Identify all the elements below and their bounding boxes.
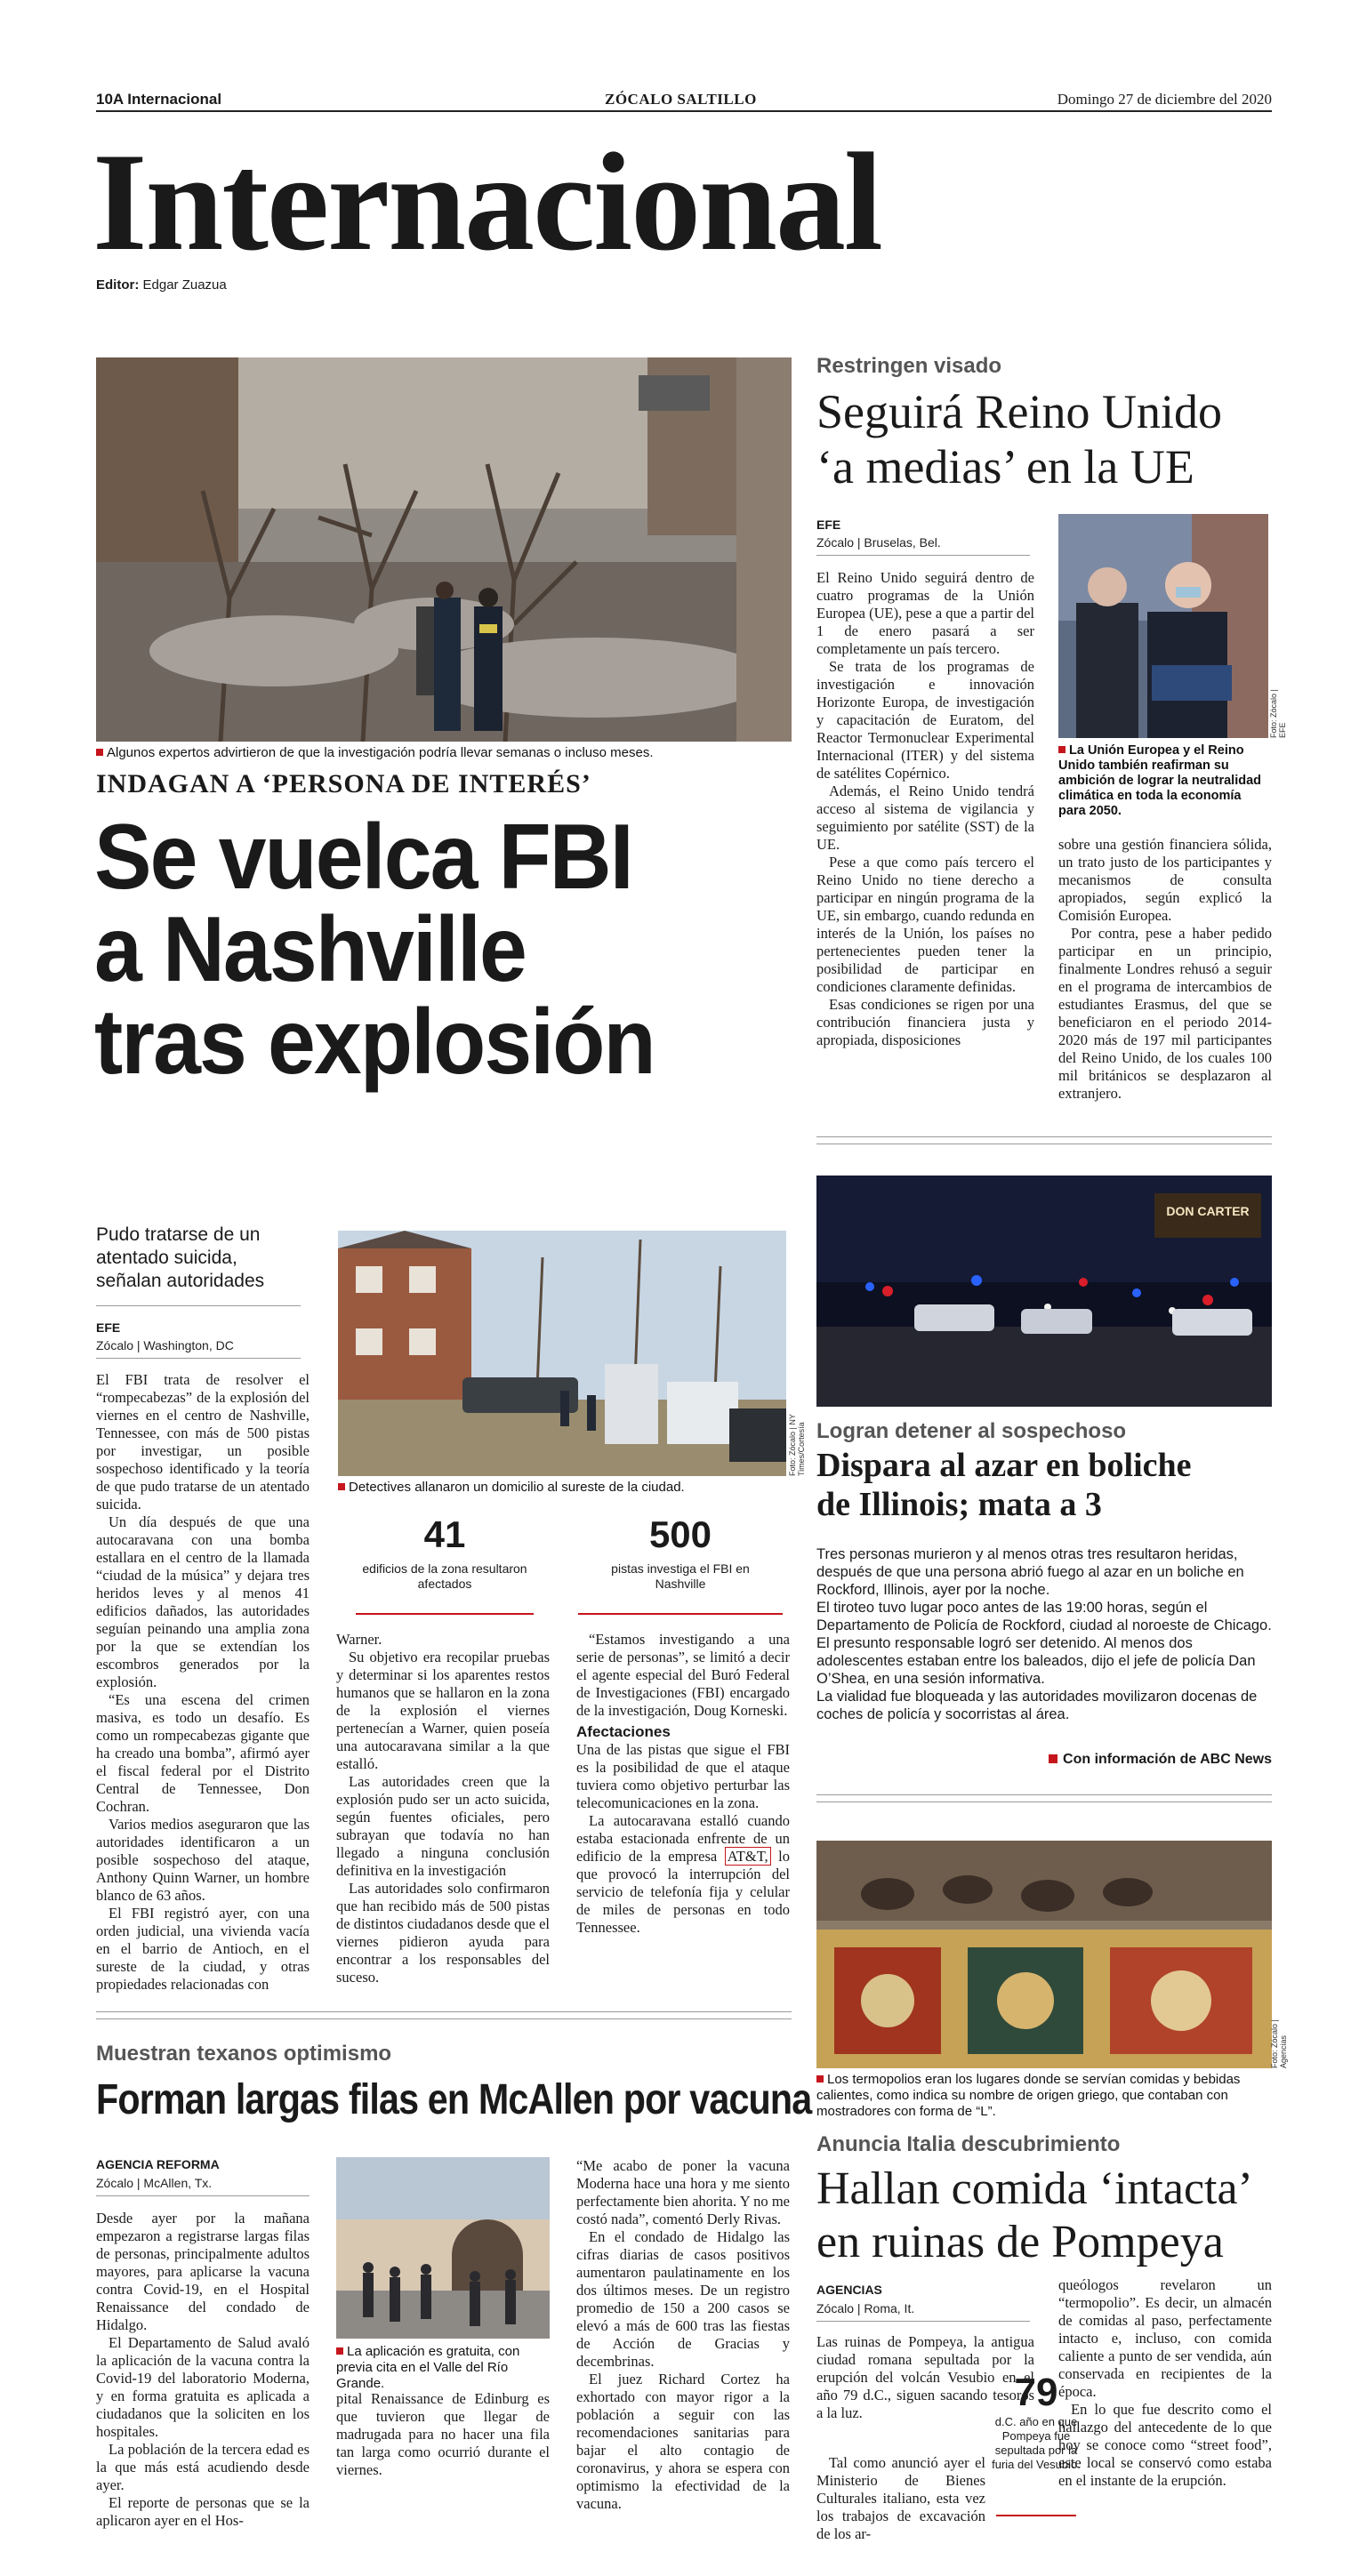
paragraph: [576, 1812, 790, 1937]
fbi-headline-line-3: tras explosión: [94, 991, 655, 1094]
mcallen-byline-place: Zócalo | McAllen, Tx.: [96, 2176, 213, 2190]
paragraph: sobre una gestión financiera sólida, un trato justo de los participantes y mecanismos de consulta apropiados, según explicó la Comisión Europea.: [1058, 836, 1272, 924]
mcallen-byline-rule: [96, 2195, 310, 2196]
pompeii-photo-caption: [816, 2072, 1272, 2120]
caption-text: La Unión Europea y el Reino Unido también reafirman su ambición de lograr la neutralidad climática en toda la economía para 2050.: [1058, 743, 1262, 818]
uk-byline-agency: EFE: [816, 518, 841, 532]
uk-headline: [816, 384, 1279, 494]
fbi-deck-rule: [96, 1305, 301, 1306]
paragraph: Tal como anunció ayer el Ministerio de Bienes Culturales italiano, esta vez los trabajos de excavación de los ar-: [816, 2454, 985, 2542]
fbi-headline: [94, 806, 748, 1094]
paragraph: El Reino Unido seguirá dentro de cuatro programas de la Unión Europea (UE), pese a que a partir del 1 de enero pasará a ser completamente un país tercero.: [816, 569, 1034, 657]
illinois-headline: [816, 1446, 1279, 1524]
source-marker: [1049, 1754, 1057, 1763]
uk-kicker: Restringen visado: [816, 354, 1002, 378]
mcallen-byline-agency: AGENCIA REFORMA: [96, 2157, 220, 2171]
paragraph: Una de las pistas que sigue el FBI es la posibilidad de que el ataque tuviera como objetivo perturbar las telecomunicaciones en la zona.: [576, 1741, 790, 1811]
section-divider: [816, 1136, 1272, 1137]
paragraph: Además, el Reino Unido tendrá acceso al sistema de vigilancia y seguimiento por satélite (SST) de la UE.: [816, 782, 1034, 853]
illinois-body: [816, 1545, 1272, 1723]
fbi-column-1: [96, 1371, 310, 1994]
paragraph: Pese a que como país tercero el Reino Unido no tiene derecho a participar en ningún programa de la UE, sin embargo, cuando redunda en interés de la Unión, los países no pertenecientes pueden tener la posibilidad de participar en condiciones claramente definidas.: [816, 854, 1034, 995]
pompeya-kicker: Anuncia Italia descubrimiento: [816, 2132, 1121, 2156]
caption-text: Algunos expertos advirtieron de que la investigación podría llevar semanas o incluso meses.: [107, 745, 654, 760]
uk-headline-line-2: ‘a medias’ en la UE: [816, 440, 1194, 494]
paragraph-text: lo que provocó la interrupción del servicio de telefonía fija y celular de miles de personas en todo Tennessee.: [576, 1848, 790, 1936]
stat-buildings-rule: [356, 1613, 534, 1615]
illinois-source: [978, 1752, 1272, 1768]
paragraph: Warner.: [336, 1631, 382, 1648]
caption-marker: [96, 749, 103, 756]
mcallen-kicker: Muestran texanos optimismo: [96, 2042, 392, 2066]
paragraph: queólogos revelaron un “termopolio”. Es decir, un almacén de comidas al paso, perfectamente intacto e, incluso, con comida caliente a punto de ser vendida, aún conservada en recipientes de la época.: [1058, 2276, 1272, 2400]
eu-uk-negotiators-photo: [1058, 514, 1268, 738]
paragraph: Las autoridades creen que la explosión pudo ser un acto suicida, según fuentes oficiales, pero subrayan que todavía no han llegado a ninguna conclusión definitiva en la investigación: [336, 1773, 550, 1879]
fbi-headline-line-2: a Nashville: [94, 898, 526, 1001]
stat-leads-number: 500: [648, 1513, 712, 1555]
caption-marker: [338, 1483, 345, 1490]
don-carter-sign-text: DON CARTER: [1166, 1204, 1250, 1218]
section-divider: [816, 1794, 1272, 1795]
stat-buildings-text: edificios de la zona resultaron afectados: [362, 1561, 527, 1591]
paragraph: Esas condiciones se rigen por una contribución financiera justa y apropiada, disposiciones: [816, 996, 1034, 1048]
detectives-house-photo: [338, 1231, 786, 1476]
paper-name: ZÓCALO SALTILLO: [605, 91, 757, 108]
paragraph: pital Renaissance de Edinburg es que tuvieron que llegar de madrugada para no hacer una fila tan larga como ocurrió durante el viernes.: [336, 2390, 550, 2478]
paragraph: Por contra, pese a haber pedido participar en un principio, finalmente Londres rehusó a seguir en el programa de intercambios de estudiantes Erasmus, del que se beneficiaron en el periodo 2014-2020 más de 197 mil participantes del Reino Unido, de los cuales 100 mil británicos se desplazaron al extranjero.: [1058, 925, 1272, 1102]
paragraph: El reporte de personas que se la aplicaron ayer en el Hos-: [96, 2494, 310, 2529]
pompeii-photo-credit: Foto: Zócalo | Agencias: [1270, 2019, 1288, 2068]
pompeya-byline-rule: [816, 2321, 1030, 2322]
illinois-kicker: Logran detener al sospechoso: [816, 1419, 1127, 1443]
paragraph: La vialidad fue bloqueada y las autoridades movilizaron docenas de coches de policía y socorristas al área.: [816, 1689, 1258, 1722]
header-rule: [96, 110, 1272, 112]
source-text: Con información de ABC News: [1063, 1752, 1272, 1767]
fbi-column-3: [576, 1631, 790, 1995]
paragraph: El tiroteo tuvo lugar poco antes de las 19:00 horas, según el Departamento de Policía de Rockford, ciudad al noroeste de Chicago. El presunto responsable logró ser detenido. Al menos dos adolescentes estaban entre los baleados, dijo el jefe de policía Dan O’Shea, en una sesión informativa.: [816, 1600, 1272, 1687]
fbi-deck: Pudo tratarse de un atentado suicida, señalan autoridades: [96, 1224, 265, 1291]
paragraph: El FBI registró ayer, con una orden judicial, una vivienda vacía en el barrio de Antioch, en el sureste de la ciudad, y otras propiedades relacionadas con: [96, 1905, 310, 1993]
nashville-photo-caption: [96, 745, 792, 761]
uk-photo-credit: Foto: Zócalo | EFE: [1269, 689, 1287, 738]
vaccine-photo-caption: [336, 2344, 553, 2392]
section-divider: [96, 2011, 792, 2012]
paragraph: Varios medios aseguraron que las autoridades identificaron a un posible sospechoso del ataque, Anthony Quinn Warner, un hombre blanco de 63 años.: [96, 1816, 310, 1904]
mcallen-column-1: [96, 2210, 310, 2565]
paragraph: “Estamos investigando a una serie de personas”, se limitó a decir el agente especial del Buró Federal de Investigaciones (FBI) encargado de la investigación, Doug Korneski.: [576, 1631, 790, 1719]
uk-byline-rule: [816, 555, 1030, 556]
att-link[interactable]: AT&T,: [725, 1847, 771, 1866]
issue-date: Domingo 27 de diciembre del 2020: [1057, 91, 1272, 108]
pompeya-column-1b: [816, 2454, 985, 2570]
stat-buildings-number: 41: [423, 1513, 466, 1555]
paragraph: “Me acabo de poner la vacuna Moderna hace una hora y me siento perfectamente bien ahorita. Y no me costó nada”, comentó Derly Rivas.: [576, 2157, 790, 2227]
subhead-afectaciones: Afectaciones: [576, 1723, 671, 1740]
illinois-headline-line-1: Dispara al azar en boliche: [816, 1447, 1192, 1484]
pompeya-headline-line-2: en ruinas de Pompeya: [816, 2217, 1224, 2267]
illinois-headline-line-2: de Illinois; mata a 3: [816, 1486, 1102, 1523]
fbi-kicker: INDAGAN A ‘PERSONA DE INTERÉS’: [96, 769, 591, 798]
detectives-photo-credit: Foto: Zócalo | NY Times/Cortesía: [788, 1414, 806, 1476]
caption-marker: [816, 2075, 824, 2082]
paragraph: El juez Richard Cortez ha exhortado con mayor rigor a la población a seguir con las recomendaciones sanitarias para bajar el alto contagio de coronavirus, y ahora se espera con optimismo la efectividad de la vacuna.: [576, 2371, 790, 2512]
caption-marker: [1058, 746, 1065, 753]
section-divider: [96, 2018, 792, 2019]
paragraph: En lo que fue descrito como el hallazgo del antecedente de lo que hoy se conoce como “street food”, este local se conservó como estaba en el instante de la erupción.: [1058, 2401, 1272, 2489]
paragraph: Las ruinas de Pompeya, la antigua ciudad romana sepultada por la erupción del volcán Vesubio en el año 79 d.C., siguen sacando tesoros a la luz.: [816, 2333, 1034, 2421]
detectives-photo-caption: [338, 1480, 792, 1496]
uk-column-1: [816, 569, 1034, 1120]
mcallen-column-2: [336, 2390, 550, 2568]
paragraph: Se trata de los programas de investigación e innovación Horizonte Europa, de investigación y capacitación de Euratom, del Reactor Termonuclear Experimental Internacional (ITER) y del sistema de satélites Copérnico.: [816, 658, 1034, 782]
caption-text: Detectives allanaron un domicilio al sureste de la ciudad.: [349, 1480, 685, 1495]
caption-text: La aplicación es gratuita, con previa cita en el Valle del Río Grande.: [336, 2344, 520, 2391]
pompeya-stat-number: 79: [1014, 2371, 1058, 2414]
fbi-byline-rule: [96, 1358, 301, 1359]
stat-leads-text: pistas investiga el FBI en Nashville: [611, 1561, 750, 1591]
paragraph: Un día después de que una autocaravana con una bomba estallara en el centro de la llamada “ciudad de la música” y dejara tres heridos leves y al menos 41 edificios dañados, las autoridades seguían peinando una amplia zona por la que se extendían los escombros generados por la explosión.: [96, 1513, 310, 1690]
fbi-byline-agency: EFE: [96, 1320, 121, 1335]
fbi-headline-line-1: Se vuelca FBI: [94, 806, 632, 909]
bowling-alley-police-photo: [816, 1176, 1272, 1407]
uk-photo-caption: [1058, 743, 1272, 819]
paragraph: La población de la tercera edad es la que más está acudiendo desde ayer.: [96, 2441, 310, 2493]
paragraph: Las autoridades solo confirmaron que han recibido más de 500 pistas de distintos ciudadanos desde que el viernes pidieron ayuda para encontrar a los responsables del suceso.: [336, 1880, 550, 1986]
uk-byline-place: Zócalo | Bruselas, Bel.: [816, 535, 941, 550]
paragraph-text: La autocaravana estalló cuando estaba estacionada enfrente de un edificio de la empresa: [576, 1812, 790, 1865]
pompeya-headline: [816, 2163, 1279, 2269]
pompeii-thermopolium-photo: [816, 1841, 1272, 2068]
masthead: Internacional: [92, 124, 881, 280]
fbi-column-2: [336, 1631, 550, 1995]
pompeya-byline-place: Zócalo | Roma, It.: [816, 2301, 915, 2315]
paragraph: Su objetivo era recopilar pruebas y determinar si los aparentes restos humanos que se hallaron en la zona de la explosión el viernes pertenecían a Warner, quien poseía una autocaravana similar a la que estalló.: [336, 1649, 550, 1772]
uk-column-2: [1058, 836, 1272, 1120]
paragraph: En el condado de Hidalgo las cifras diarias de casos positivos aumentaron paulatinamente en los dos últimos meses. De un registro promedio de 150 a 200 casos se elevó a más de 600 tras las fiestas de Acción de Gracias y decembrinas.: [576, 2228, 790, 2370]
paragraph: El Departamento de Salud avaló la aplicación de la vacuna contra la Covid-19 del laboratorio Moderna, y en forma gratuita es aplicada a ciudadanos que la soliciten en los hospitales.: [96, 2334, 310, 2440]
paragraph: Desde ayer por la mañana empezaron a registrarse largas filas de personas, principalmente adultos mayores, para aplicarse la vacuna contra Covid-19, en el Hospital Renaissance del condado de Hidalgo.: [96, 2210, 310, 2333]
uk-headline-line-1: Seguirá Reino Unido: [816, 385, 1222, 438]
editor-label: Editor:: [96, 277, 140, 293]
pompeya-byline-agency: AGENCIAS: [816, 2283, 882, 2297]
fbi-byline-place: Zócalo | Washington, DC: [96, 1338, 234, 1352]
editor-name: Edgar Zuazua: [142, 277, 227, 293]
caption-text: Los termopolios eran los lugares donde se servían comidas y bebidas calientes, como indica su nombre de origen griego, que contaban con mostradores con forma de “L”.: [816, 2072, 1241, 2119]
mcallen-headline: Forman largas filas en McAllen por vacuna: [96, 2076, 812, 2123]
pompeya-stat-text: d.C. año en que Pompeya fue sepultada por la furia del Vesubio.: [992, 2415, 1081, 2471]
vaccine-line-photo: [336, 2157, 550, 2339]
pompeya-column-2: [1058, 2276, 1272, 2570]
nashville-explosion-photo: [96, 357, 792, 742]
paragraph: “Es una escena del crimen masiva, es todo un desafío. Es como un rompecabezas gigante que ha creado una bomba”, afirmó ayer el fiscal federal por el Distrito Central de Tennessee, Don Cochran.: [96, 1691, 310, 1815]
mcallen-column-3: [576, 2157, 790, 2566]
paragraph: El FBI trata de resolver el “rompecabezas” de la explosión del viernes en el centro de Nashville, Tennessee, con más de 500 pistas por investigar, un posible sospechoso identificado y la teoría de que pudo tratarse de un atentado suicida.: [96, 1371, 310, 1513]
stat-leads-rule: [578, 1613, 783, 1615]
pompeya-headline-line-1: Hallan comida ‘intacta’: [816, 2163, 1253, 2214]
caption-marker: [336, 2347, 343, 2355]
editor-credit: [96, 277, 227, 293]
section-label: 10A Internacional: [96, 91, 222, 108]
paragraph: Tres personas murieron y al menos otras tres resultaron heridas, después de que una persona abrió fuego al azar en un boliche en Rockford, Illinois, ayer por la noche.: [816, 1546, 1244, 1598]
